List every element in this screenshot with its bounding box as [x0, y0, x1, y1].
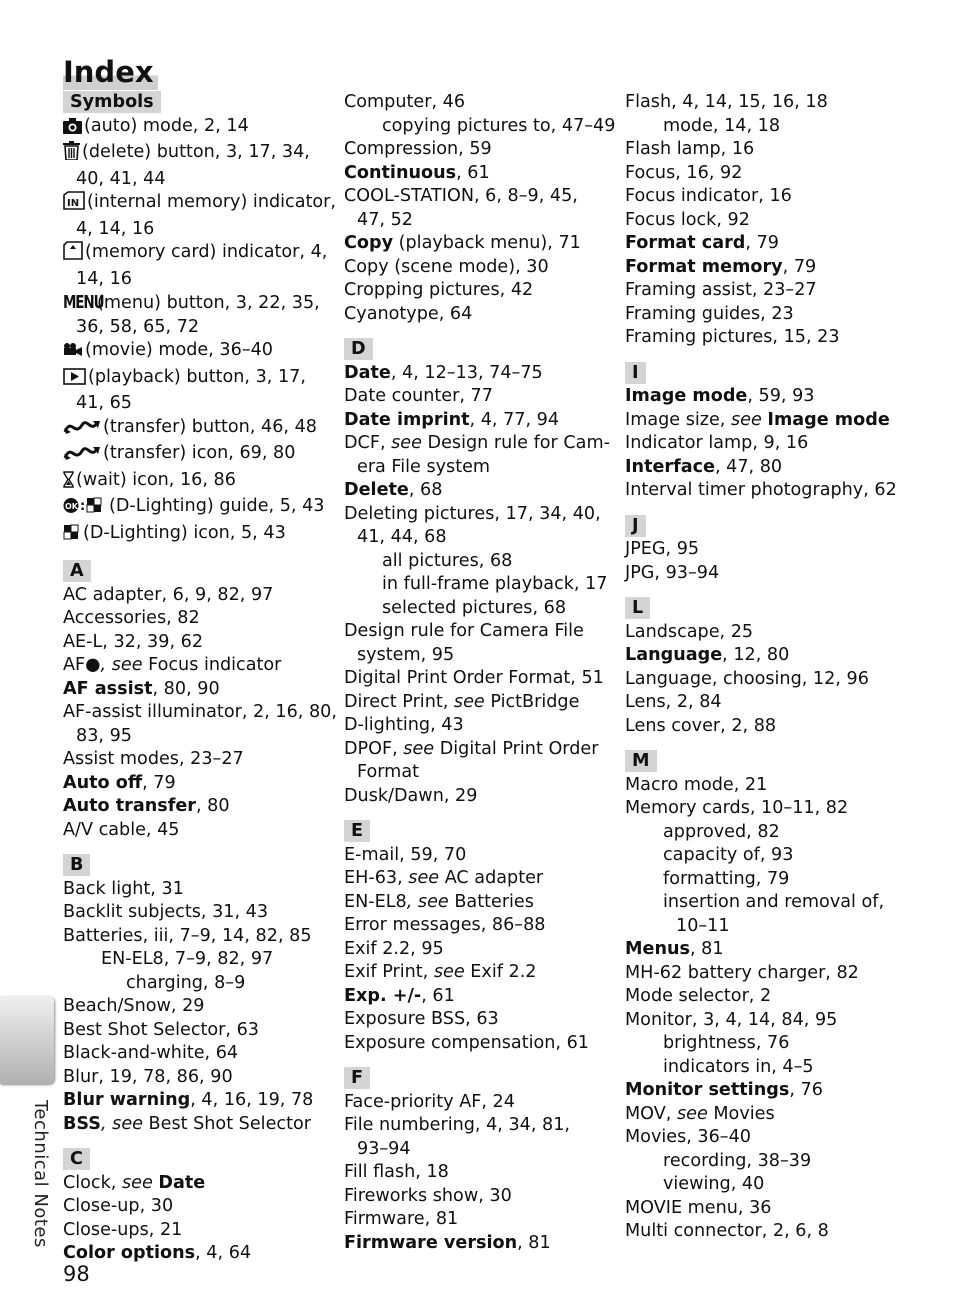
index-entry: (auto) mode, 2, 14 [63, 115, 343, 142]
index-entry: Exif 2.2, 95 [344, 938, 444, 959]
transfer-icon [63, 419, 101, 443]
index-entry: Fill flash, 18 [344, 1162, 449, 1182]
index-entry: Focus indicator, 16 [625, 186, 792, 206]
index-entry: OK : (D-Lighting) guide, 5, 43 [63, 495, 343, 522]
index-entry: Auto off, 79 [63, 772, 176, 793]
index-entry: Auto transfer, 80 [63, 796, 230, 816]
index-subentry: viewing, 40 [663, 1174, 765, 1194]
index-entry: (transfer) button, 46, 48 [63, 416, 343, 443]
index-entry: Back light, 31 [63, 878, 184, 899]
index-entry: Backlit subjects, 31, 43 [63, 902, 269, 922]
index-column-3 [625, 91, 905, 1244]
index-entry: JPG, 93–94 [625, 562, 720, 583]
index-entry-cont: 36, 58, 65, 72 [76, 316, 200, 337]
index-entry: Focus lock, 92 [625, 209, 750, 230]
index-entry: IN (internal memory) indicator, [63, 191, 343, 218]
section-header-j: J [625, 515, 905, 539]
index-entry-cont: system, 95 [357, 644, 455, 665]
index-entry: Close-ups, 21 [63, 1219, 183, 1240]
index-entry: Copy (playback menu), 71 [344, 233, 581, 253]
index-entry: Memory cards, 10–11, 82 [625, 798, 849, 818]
index-subentry: EN-EL8, 7–9, 82, 97 [101, 949, 274, 969]
index-entry: EN-EL8, see Batteries [344, 891, 534, 912]
index-entry: Blur warning, 4, 16, 19, 78 [63, 1090, 314, 1110]
index-entry: Framing guides, 23 [625, 303, 794, 324]
index-entry: Compression, 59 [344, 139, 492, 159]
index-entry: Monitor settings, 76 [625, 1080, 823, 1100]
index-entry: (playback) button, 3, 17, [63, 366, 343, 393]
index-entry-cont: 47, 52 [357, 209, 413, 230]
index-entry: COOL-STATION, 6, 8–9, 45, [344, 186, 578, 206]
index-entry: (memory card) indicator, 4, [63, 241, 343, 268]
index-entry: Date imprint, 4, 77, 94 [344, 409, 560, 430]
page-number: 98 [63, 1262, 90, 1286]
index-subentry: approved, 82 [663, 821, 780, 842]
index-entry-cont: 4, 14, 16 [76, 218, 155, 239]
section-header-c: C [63, 1148, 343, 1172]
index-entry-cont: 40, 41, 44 [76, 168, 166, 189]
index-subentry: mode, 14, 18 [663, 115, 781, 136]
index-subentry: all pictures, 68 [382, 550, 513, 571]
index-entry: EH-63, see AC adapter [344, 868, 544, 888]
index-entry: MENU(menu) button, 3, 22, 35, [63, 292, 320, 313]
index-entry: Format card, 79 [625, 233, 779, 253]
hourglass-icon [63, 471, 74, 496]
index-entry-cont: era File system [357, 456, 491, 477]
index-entry: DCF, see Design rule for Cam- [344, 433, 610, 453]
section-header-m: M [625, 750, 905, 774]
index-entry: Movies, 36–40 [625, 1127, 751, 1147]
section-header-b: B [63, 854, 343, 878]
index-entry: D-lighting, 43 [344, 715, 464, 735]
camera-icon [63, 118, 82, 142]
d-lighting-icon [63, 524, 81, 549]
section-header-i: I [625, 362, 905, 386]
index-entry: Menus, 81 [625, 939, 724, 959]
index-entry: Color options, 4, 64 [63, 1243, 252, 1263]
index-subentry: copying pictures to, 47–49 [382, 115, 616, 136]
index-entry-cont: 83, 95 [76, 725, 132, 746]
index-entry: Lens cover, 2, 88 [625, 715, 777, 736]
index-entry: Lens, 2, 84 [625, 692, 722, 712]
index-entry: Delete, 68 [344, 480, 443, 500]
index-entry: Best Shot Selector, 63 [63, 1019, 259, 1040]
section-header-d: D [344, 338, 624, 362]
index-entry: Flash, 4, 14, 15, 16, 18 [625, 92, 828, 112]
index-entry-cont: 14, 16 [76, 268, 132, 289]
index-entry: Close-up, 30 [63, 1196, 174, 1216]
d-lighting-icon [63, 497, 107, 522]
index-entry: MOV, see Movies [625, 1103, 775, 1124]
index-subentry: indicators in, 4–5 [663, 1056, 814, 1077]
index-subentry: formatting, 79 [663, 868, 790, 889]
index-entry: Exp. +/-, 61 [344, 985, 455, 1006]
index-entry: Error messages, 86–88 [344, 915, 546, 935]
index-entry-cont: 10–11 [676, 915, 730, 936]
index-entry: Language, choosing, 12, 96 [625, 668, 869, 689]
index-subentry: charging, 8–9 [126, 972, 246, 993]
index-entry: Accessories, 82 [63, 608, 200, 628]
index-entry: Image mode, 59, 93 [625, 386, 815, 406]
index-entry: AC adapter, 6, 9, 82, 97 [63, 584, 274, 605]
trash-icon [63, 141, 80, 168]
index-entry: Design rule for Camera File [344, 621, 584, 641]
index-entry: Monitor, 3, 4, 14, 84, 95 [625, 1009, 838, 1030]
index-entry: Interface, 47, 80 [625, 456, 783, 477]
section-header-symbols: Symbols [63, 91, 343, 115]
index-entry: Indicator lamp, 9, 16 [625, 433, 809, 453]
index-entry: Digital Print Order Format, 51 [344, 668, 604, 688]
index-entry: AE-L, 32, 39, 62 [63, 631, 204, 652]
section-header-a: A [63, 560, 343, 584]
index-entry: Batteries, iii, 7–9, 14, 82, 85 [63, 925, 312, 946]
index-subentry: recording, 38–39 [663, 1150, 812, 1171]
section-header-e: E [344, 820, 624, 844]
index-entry: Beach/Snow, 29 [63, 996, 205, 1016]
index-entry: AF●, see Focus indicator [63, 655, 282, 675]
index-subentry: selected pictures, 68 [382, 597, 567, 618]
index-entry: Copy (scene mode), 30 [344, 256, 549, 277]
index-entry: (movie) mode, 36–40 [63, 339, 343, 366]
index-entry: Exposure compensation, 61 [344, 1032, 589, 1053]
index-entry: Face-priority AF, 24 [344, 1091, 515, 1112]
index-entry: E-mail, 59, 70 [344, 844, 467, 865]
index-entry: Cropping pictures, 42 [344, 280, 534, 300]
index-entry: Exposure BSS, 63 [344, 1009, 499, 1029]
index-entry: A/V cable, 45 [63, 819, 180, 840]
index-entry: Format memory, 79 [625, 256, 817, 277]
index-entry: Deleting pictures, 17, 34, 40, [344, 503, 601, 524]
index-entry-cont: 41, 65 [76, 393, 132, 413]
chapter-tab [0, 996, 54, 1084]
index-entry: Direct Print, see PictBridge [344, 691, 580, 712]
index-entry-cont: 41, 44, 68 [357, 527, 447, 547]
index-entry: (D-Lighting) icon, 5, 43 [63, 522, 343, 549]
movie-camera-icon [63, 342, 83, 366]
index-entry: File numbering, 4, 34, 81, [344, 1115, 571, 1135]
index-entry: JPEG, 95 [625, 539, 700, 559]
index-column-2 [344, 91, 624, 1255]
section-header-l: L [625, 597, 905, 621]
index-entry: Image size, see Image mode [625, 409, 890, 430]
index-entry: BSS, see Best Shot Selector [63, 1113, 311, 1134]
index-entry: Black-and-white, 64 [63, 1043, 239, 1063]
memory-card-icon [63, 241, 83, 268]
index-entry: Blur, 19, 78, 86, 90 [63, 1066, 233, 1087]
index-entry: Interval timer photography, 62 [625, 480, 897, 500]
svg-text::: : [80, 499, 86, 514]
index-entry: Computer, 46 [344, 92, 466, 112]
index-entry: DPOF, see Digital Print Order [344, 738, 599, 759]
index-subentry: capacity of, 93 [663, 845, 794, 865]
index-entry: AF-assist illuminator, 2, 16, 80, [63, 702, 337, 722]
chapter-label: Technical Notes [30, 1100, 51, 1248]
index-entry: Macro mode, 21 [625, 774, 768, 795]
index-entry: Cyanotype, 64 [344, 303, 473, 324]
index-entry: AF assist, 80, 90 [63, 678, 220, 699]
index-entry: MOVIE menu, 36 [625, 1197, 772, 1218]
svg-text:OK: OK [65, 502, 78, 511]
index-entry: (transfer) icon, 69, 80 [63, 442, 343, 469]
transfer-icon [63, 445, 101, 469]
svg-text:IN: IN [67, 198, 80, 209]
index-entry-cont: 93–94 [357, 1138, 411, 1159]
index-entry: Fireworks show, 30 [344, 1185, 512, 1206]
index-entry: Exif Print, see Exif 2.2 [344, 962, 537, 982]
index-entry: Framing pictures, 15, 23 [625, 327, 840, 347]
index-entry: Continuous, 61 [344, 162, 490, 183]
index-entry: Dusk/Dawn, 29 [344, 785, 478, 806]
index-column-1 [63, 91, 343, 1266]
page-title: Index [63, 54, 158, 90]
internal-memory-icon [63, 191, 85, 218]
index-entry: Clock, see Date [63, 1172, 206, 1193]
index-entry: (delete) button, 3, 17, 34, [63, 141, 343, 168]
index-entry-cont: Format [357, 762, 419, 782]
index-entry: Landscape, 25 [625, 621, 754, 642]
playback-icon [63, 368, 86, 393]
index-entry: Firmware, 81 [344, 1209, 459, 1229]
index-entry: Multi connector, 2, 6, 8 [625, 1221, 829, 1241]
index-entry: Flash lamp, 16 [625, 139, 755, 159]
index-entry: Framing assist, 23–27 [625, 280, 817, 300]
index-entry: Mode selector, 2 [625, 986, 772, 1006]
menu-icon: MENU [63, 292, 104, 313]
index-entry: MH-62 battery charger, 82 [625, 962, 859, 983]
index-subentry: in full-frame playback, 17 [382, 574, 608, 594]
index-subentry: insertion and removal of, [663, 892, 885, 912]
index-entry: Date counter, 77 [344, 386, 493, 406]
index-entry: Language, 12, 80 [625, 645, 790, 665]
index-entry: Firmware version, 81 [344, 1232, 551, 1253]
index-entry: Assist modes, 23–27 [63, 749, 244, 769]
section-header-f: F [344, 1067, 624, 1091]
index-entry: Date, 4, 12–13, 74–75 [344, 362, 543, 383]
index-entry: Focus, 16, 92 [625, 162, 743, 183]
index-subentry: brightness, 76 [663, 1033, 790, 1053]
index-entry: (wait) icon, 16, 86 [63, 469, 343, 496]
